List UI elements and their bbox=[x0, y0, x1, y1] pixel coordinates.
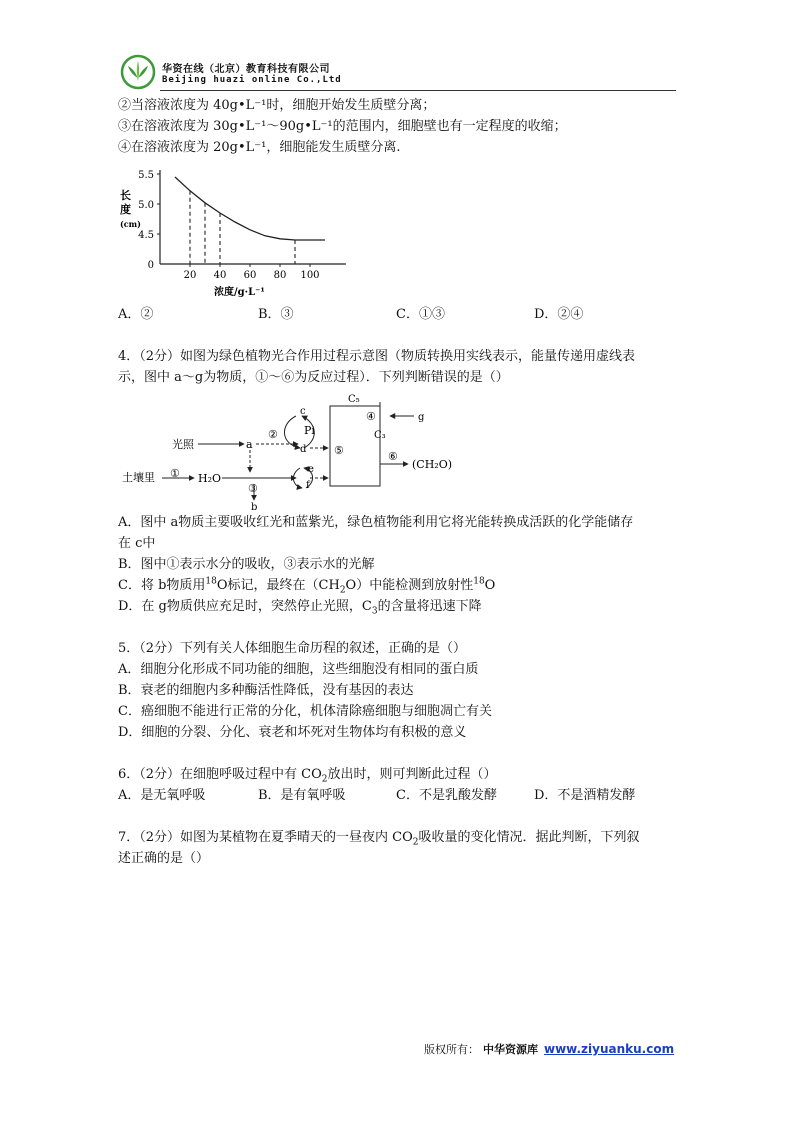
q6-stem-post: 放出时，则可判断此过程（） bbox=[327, 767, 497, 782]
q4-option-c[interactable] bbox=[118, 577, 495, 595]
photosynthesis-diagram bbox=[118, 388, 478, 513]
x-tick-label: 40 bbox=[213, 270, 227, 281]
x-tick-label: 60 bbox=[243, 270, 257, 281]
x-tick-label: 80 bbox=[273, 270, 287, 281]
q7-subscript: 2 bbox=[412, 837, 419, 848]
q4-stem-line-2: 示，图中 a～g为物质，①～⑥为反应过程）．下列判断错误的是（） bbox=[118, 370, 509, 385]
label-f: f bbox=[306, 480, 310, 491]
process-5: ⑤ bbox=[334, 444, 344, 457]
footer-rights: 版权所有： bbox=[424, 1043, 479, 1056]
label-water: H₂O bbox=[198, 472, 222, 485]
company-name-en: Beijing huazi online Co.,Ltd bbox=[162, 75, 342, 85]
q4-option-d-pre: D．在 g物质供应充足时，突然停止光照，C bbox=[118, 599, 372, 614]
q6-stem bbox=[118, 766, 497, 784]
q3-option-d[interactable]: D．②④ bbox=[534, 307, 584, 322]
q7-stem-pre: 7．（2分）如图为某植物在夏季晴天的一昼夜内 CO bbox=[118, 830, 413, 845]
length-curve bbox=[175, 177, 325, 240]
y-tick-label: 4.5 bbox=[138, 230, 154, 241]
label-b: b bbox=[251, 502, 258, 513]
q3-statement-4: ④在溶液浓度为 20g•L⁻¹，细胞能发生质壁分离. bbox=[118, 140, 401, 155]
y-tick-label: 5.5 bbox=[138, 170, 154, 181]
company-logo-icon bbox=[120, 54, 156, 90]
y-tick-label-zero: 0 bbox=[147, 260, 154, 271]
q5-option-c[interactable]: C．癌细胞不能进行正常的分化，机体清除癌细胞与细胞凋亡有关 bbox=[118, 704, 492, 719]
q6-option-b[interactable]: B．是有氧呼吸 bbox=[258, 788, 346, 803]
length-concentration-chart bbox=[118, 163, 358, 303]
q6-option-d[interactable]: D．不是酒精发酵 bbox=[534, 788, 636, 803]
q3-statement-2: ②当溶液浓度为 40g•L⁻¹时，细胞开始发生质壁分离； bbox=[118, 98, 436, 113]
subscript-3: 3 bbox=[371, 606, 378, 617]
q3-option-b[interactable]: B．③ bbox=[258, 307, 294, 322]
light-label: 光照 bbox=[172, 438, 194, 451]
page-header bbox=[120, 54, 676, 94]
label-ch2o: (CH₂O) bbox=[412, 458, 453, 471]
label-d: d bbox=[300, 444, 307, 455]
q4-option-d[interactable] bbox=[118, 598, 482, 616]
x-tick-label: 100 bbox=[300, 270, 320, 281]
q3-options bbox=[118, 306, 678, 324]
label-pi: Pi bbox=[304, 424, 315, 437]
q6-subscript: 2 bbox=[321, 774, 328, 785]
label-c5: C₅ bbox=[348, 394, 360, 405]
q7-stem-line-2: 述正确的是（） bbox=[118, 851, 210, 866]
q4-option-c-pre: C．将 b物质用 bbox=[118, 578, 206, 593]
q4-option-a-line-2[interactable]: 在 c中 bbox=[118, 536, 156, 551]
q6-option-a[interactable]: A．是无氧呼吸 bbox=[118, 788, 206, 803]
q4-option-b[interactable]: B．图中①表示水分的吸收，③表示水的光解 bbox=[118, 557, 375, 572]
isotope-mass-1: 18 bbox=[205, 576, 217, 587]
process-4: ④ bbox=[366, 410, 376, 423]
page-footer bbox=[424, 1041, 674, 1057]
q5-option-b[interactable]: B．衰老的细胞内多种酶活性降低，没有基因的表达 bbox=[118, 683, 414, 698]
q4-option-c-mid: O标记，最终在（CH bbox=[216, 578, 340, 593]
q6-option-c[interactable]: C．不是乳酸发酵 bbox=[396, 788, 497, 803]
soil-label: 土壤里 bbox=[122, 471, 155, 484]
y-axis-label: 长 bbox=[120, 189, 131, 202]
process-3: ③ bbox=[248, 482, 258, 495]
process-6: ⑥ bbox=[388, 450, 398, 463]
q5-option-a[interactable]: A．细胞分化形成不同功能的细胞，这些细胞没有相同的蛋白质 bbox=[118, 662, 479, 677]
q7-stem-line-1 bbox=[118, 829, 640, 847]
x-tick-label: 20 bbox=[183, 270, 197, 281]
label-e: e bbox=[308, 464, 314, 475]
q4-option-c-end: O bbox=[484, 578, 496, 593]
q4-stem-line-1: 4．（2分）如图为绿色植物光合作用过程示意图（物质转换用实线表示，能量传递用虚线表 bbox=[118, 349, 636, 364]
process-2: ② bbox=[268, 428, 278, 441]
q6-options bbox=[118, 787, 678, 805]
company-name-cn: 华资在线（北京）教育科技有限公司 bbox=[162, 64, 330, 75]
q5-option-d[interactable]: D．细胞的分裂、分化、衰老和坏死对生物体均有积极的意义 bbox=[118, 725, 467, 740]
y-axis-label: (cm) bbox=[120, 219, 141, 229]
label-g: g bbox=[418, 412, 425, 423]
x-axis-label: 浓度/g·L⁻¹ bbox=[214, 287, 265, 298]
isotope-mass-2: 18 bbox=[473, 576, 485, 587]
footer-brand: 中华资源库 bbox=[483, 1043, 538, 1056]
y-tick-label: 5.0 bbox=[138, 200, 154, 211]
q5-stem: 5．（2分）下列有关人体细胞生命历程的叙述，正确的是（） bbox=[118, 641, 467, 656]
q3-option-a[interactable]: A．② bbox=[118, 307, 154, 322]
header-divider bbox=[160, 90, 676, 91]
label-c3: C₃ bbox=[374, 430, 386, 441]
q7-stem-post: 吸收量的变化情况．据此判断，下列叙 bbox=[418, 830, 640, 845]
process-1: ① bbox=[170, 467, 180, 480]
label-a: a bbox=[246, 438, 253, 451]
q4-option-c-post: O）中能检测到放射性 bbox=[345, 578, 474, 593]
q4-option-a-line-1[interactable]: A．图中 a物质主要吸收红光和蓝紫光，绿色植物能利用它将光能转换成活跃的化学能储存 bbox=[118, 515, 634, 530]
q3-statement-3: ③在溶液浓度为 30g•L⁻¹～90g•L⁻¹的范围内，细胞壁也有一定程度的收缩； bbox=[118, 119, 567, 134]
footer-link[interactable]: www.ziyuanku.com bbox=[544, 1042, 675, 1056]
q3-option-c[interactable]: C．①③ bbox=[396, 307, 445, 322]
y-axis-label: 度 bbox=[120, 203, 131, 216]
q4-option-d-post: 的含量将迅速下降 bbox=[377, 599, 482, 614]
subscript-2: 2 bbox=[339, 585, 346, 596]
label-c: c bbox=[300, 406, 306, 417]
q6-stem-pre: 6．（2分）在细胞呼吸过程中有 CO bbox=[118, 767, 322, 782]
